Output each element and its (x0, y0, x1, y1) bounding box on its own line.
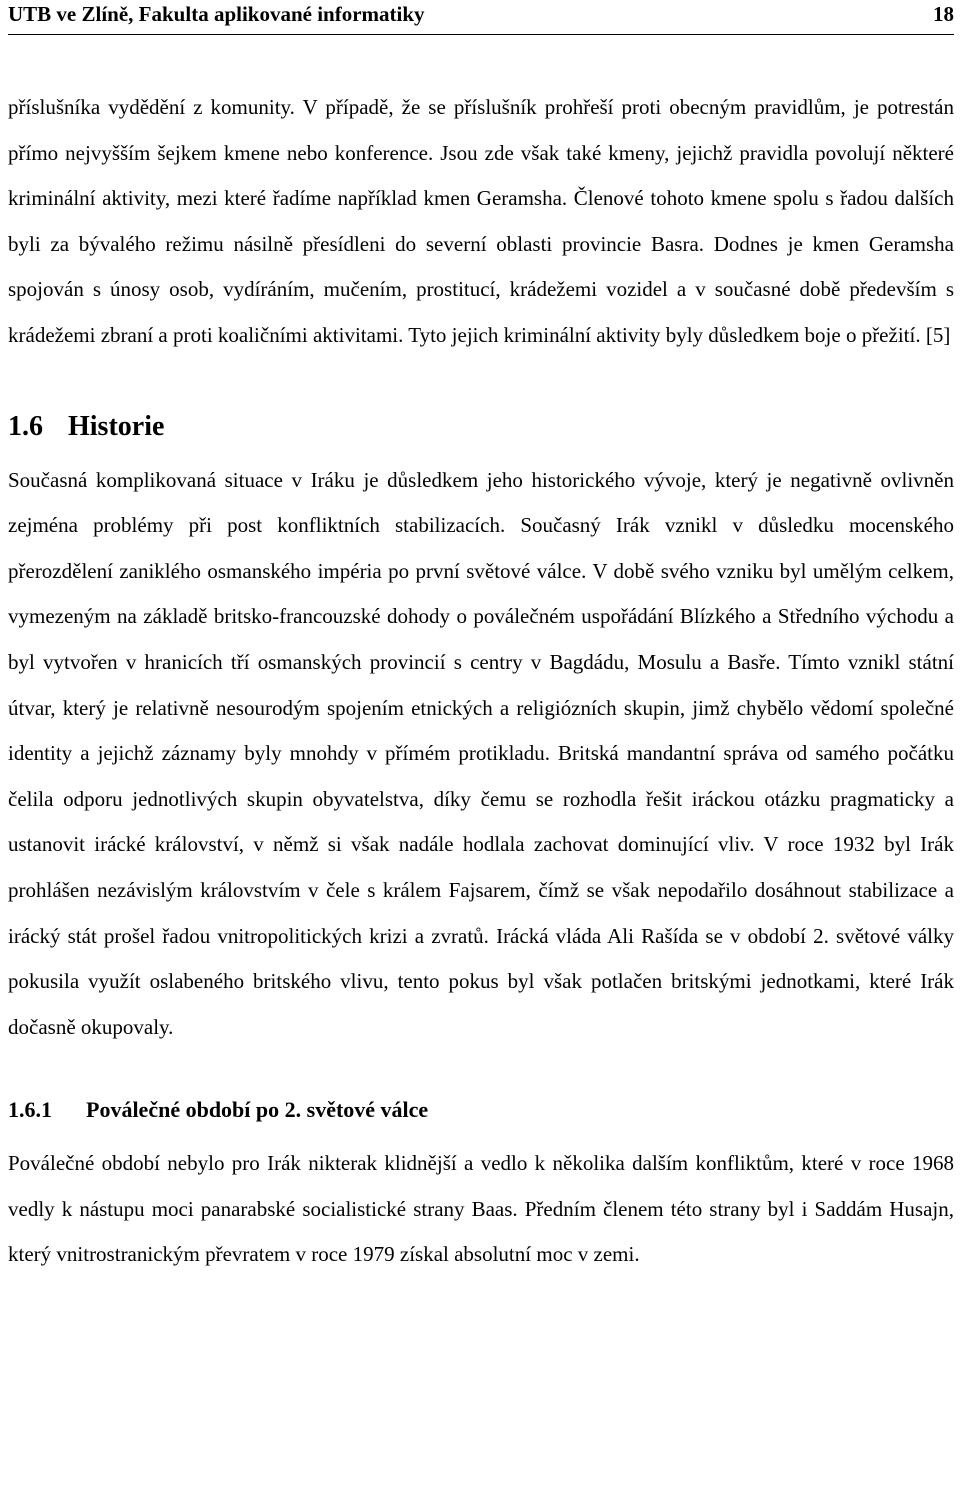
section-heading-history (8, 410, 954, 444)
paragraph-tribes: příslušníka vydědění z komunity. V případě, že se příslušník prohřeší proti obecným pravidlům, je potrestán přímo nejvyšším šejkem kmene nebo konference. Jsou zde však také kmeny, jejichž pravidla povolují některé kriminální aktivity, mezi které řadíme například kmen Geramsha. Členové tohoto kmene spolu s řadou dalších byli za bývalého režimu násilně přesídleni do severní oblasti provincie Basra. Dodnes je kmen Geramsha spojován s únosy osob, vydíráním, mučením, prostitucí, krádežemi vozidel a v současné době především s krádežemi zbraní a proti koaličními aktivitami. Tyto jejich kriminální aktivity byly důsledkem boje o přežití. [5] (8, 95, 954, 347)
page-number: 18 (933, 2, 954, 26)
paragraph-history: Současná komplikovaná situace v Iráku je důsledkem jeho historického vývoje, který je negativně ovlivněn zejména problémy při post konfliktních stabilizacích. Současný Irák vznikl v důsledku mocenského přerozdělení zaniklého osmanského impéria po první světové válce. V době svého vzniku byl umělým celkem, vymezeným na základě britsko-francouzské dohody o poválečném uspořádání Blízkého a Středního východu a byl vytvořen v hranicích tří osmanských provincií s centry v Bagdádu, Mosulu a Basře. Tímto vznikl státní útvar, který je relativně nesourodým spojením etnických a religiózních skupin, jimž chybělo vědomí společné identity a jejichž záznamy byly mnohdy v přímém protikladu. Britská mandantní správa od samého počátku čelila odporu jednotlivých skupin obyvatelstva, díky čemu se rozhodla řešit iráckou otázku pragmaticky a ustanovit irácké království, v němž si však nadále hodlala zachovat dominující vliv. V roce 1932 byl Irák prohlášen nezávislým královstvím v čele s králem Fajsarem, čímž se však nepodařilo dosáhnout stabilizace a irácký stát prošel řadou vnitropolitických krizi a zvratů. Irácká vláda Ali Rašída se v období 2. světové války pokusila využít oslabeného britského vlivu, tento pokus byl však potlačen britskými jednotkami, které Irák dočasně okupovaly. (8, 467, 954, 1039)
document-page (8, 0, 954, 1278)
subsection-title: Poválečné období po 2. světové válce (86, 1097, 429, 1123)
header-title: UTB ve Zlíně, Fakulta aplikované informatiky (8, 2, 425, 26)
section-number: 1.6 (8, 410, 43, 442)
subsection-number: 1.6.1 (8, 1097, 52, 1123)
paragraph-postwar: Poválečné období nebylo pro Irák nikterak klidnější a vedlo k několika dalším konfliktům, které v roce 1968 vedly k nástupu moci panarabské socialistické strany Baas. Předním členem této strany byl i Saddám Husajn, který vnitrostranickým převratem v roce 1979 získal absolutní moc v zemi. (8, 1151, 954, 1267)
running-header (8, 0, 954, 35)
subsection-heading-postwar (8, 1096, 954, 1124)
section-title: Historie (68, 410, 165, 442)
